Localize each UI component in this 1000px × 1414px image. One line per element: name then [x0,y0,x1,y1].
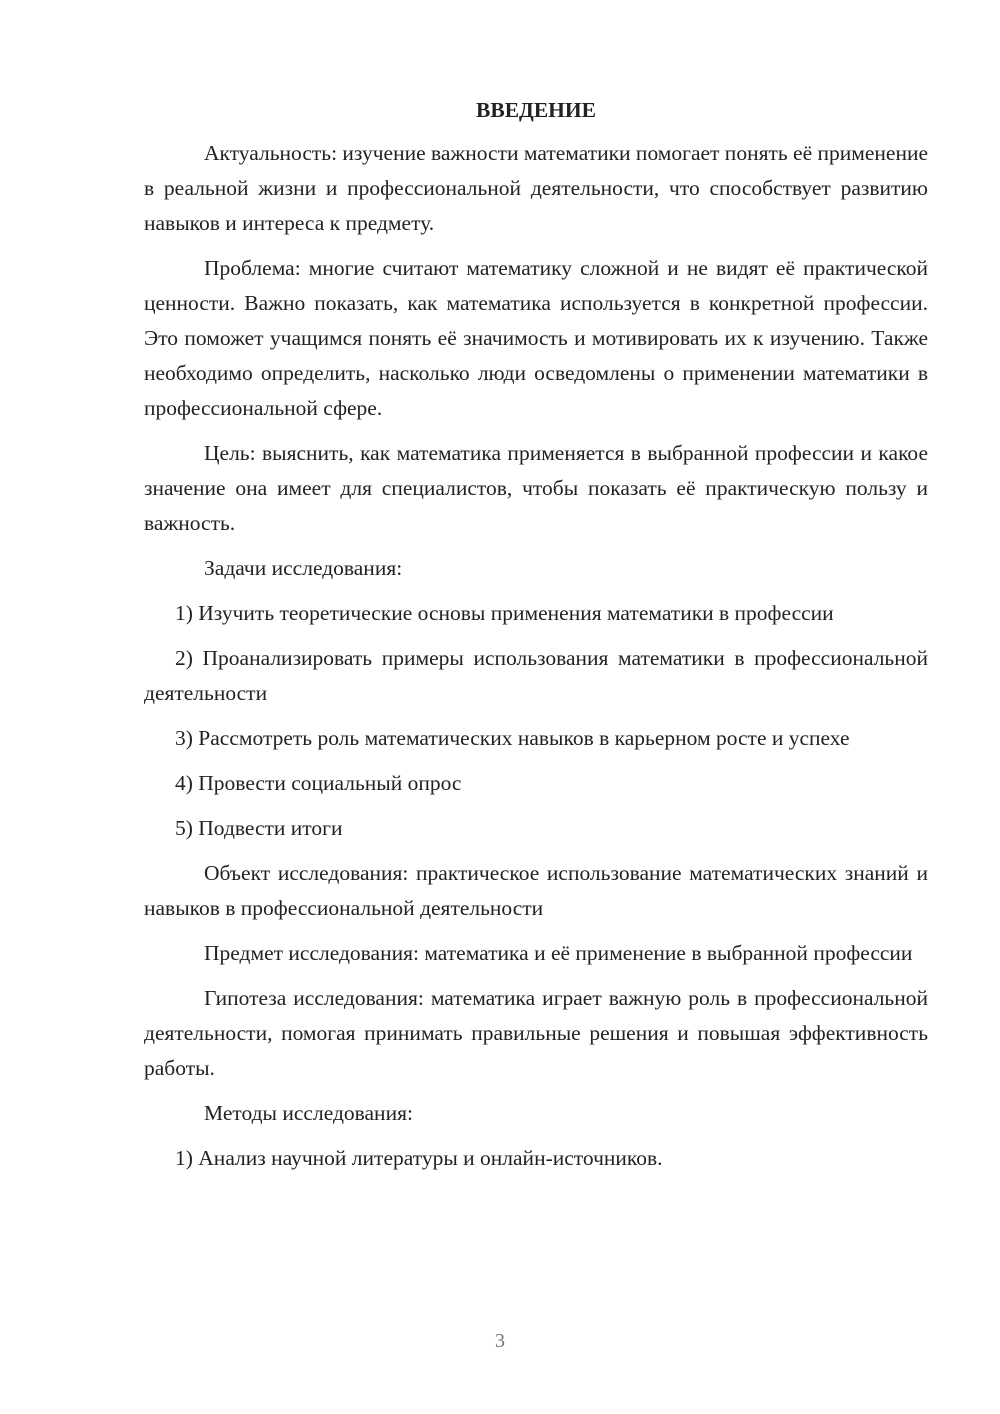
task-item-5: 5) Подвести итоги [175,816,343,840]
hypothesis-paragraph: Гипотеза исследования: математика играет важную роль в профессиональной деятельности, помогая принимать правильные решения и повышая эффективность работы. [144,986,928,1080]
object-paragraph: Объект исследования: практическое использование математических знаний и навыков в профессиональной деятельности [144,861,928,920]
problem-paragraph: Проблема: многие считают математику сложной и не видят её практической ценности. Важно показать, как математика используется в конкретной профессии. Это поможет учащимся понять её значимость и мотивировать их к изучению. Также необходимо определить, насколько люди осведомлены о применении математики в профессиональной сфере. [144,256,928,420]
methods-heading: Методы исследования: [204,1101,413,1125]
tasks-heading: Задачи исследования: [204,556,403,580]
task-item-1: 1) Изучить теоретические основы применения математики в профессии [175,601,834,625]
task-item-2: 2) Проанализировать примеры использования математики в профессиональной деятельности [144,646,928,705]
document-page [144,92,928,1186]
page-number: 3 [495,1330,505,1352]
subject-paragraph: Предмет исследования: математика и её применение в выбранной профессии [204,941,913,965]
task-item-3: 3) Рассмотреть роль математических навыков в карьерном росте и успехе [175,726,850,750]
goal-paragraph: Цель: выяснить, как математика применяется в выбранной профессии и какое значение она имеет для специалистов, чтобы показать её практическую пользу и важность. [144,441,928,535]
method-item-1: 1) Анализ научной литературы и онлайн-источников. [175,1146,663,1170]
task-item-4: 4) Провести социальный опрос [175,771,462,795]
relevance-paragraph: Актуальность: изучение важности математики помогает понять её применение в реальной жизни и профессиональной деятельности, что способствует развитию навыков и интереса к предмету. [144,141,929,235]
page-title: ВВЕДЕНИЕ [476,98,596,122]
